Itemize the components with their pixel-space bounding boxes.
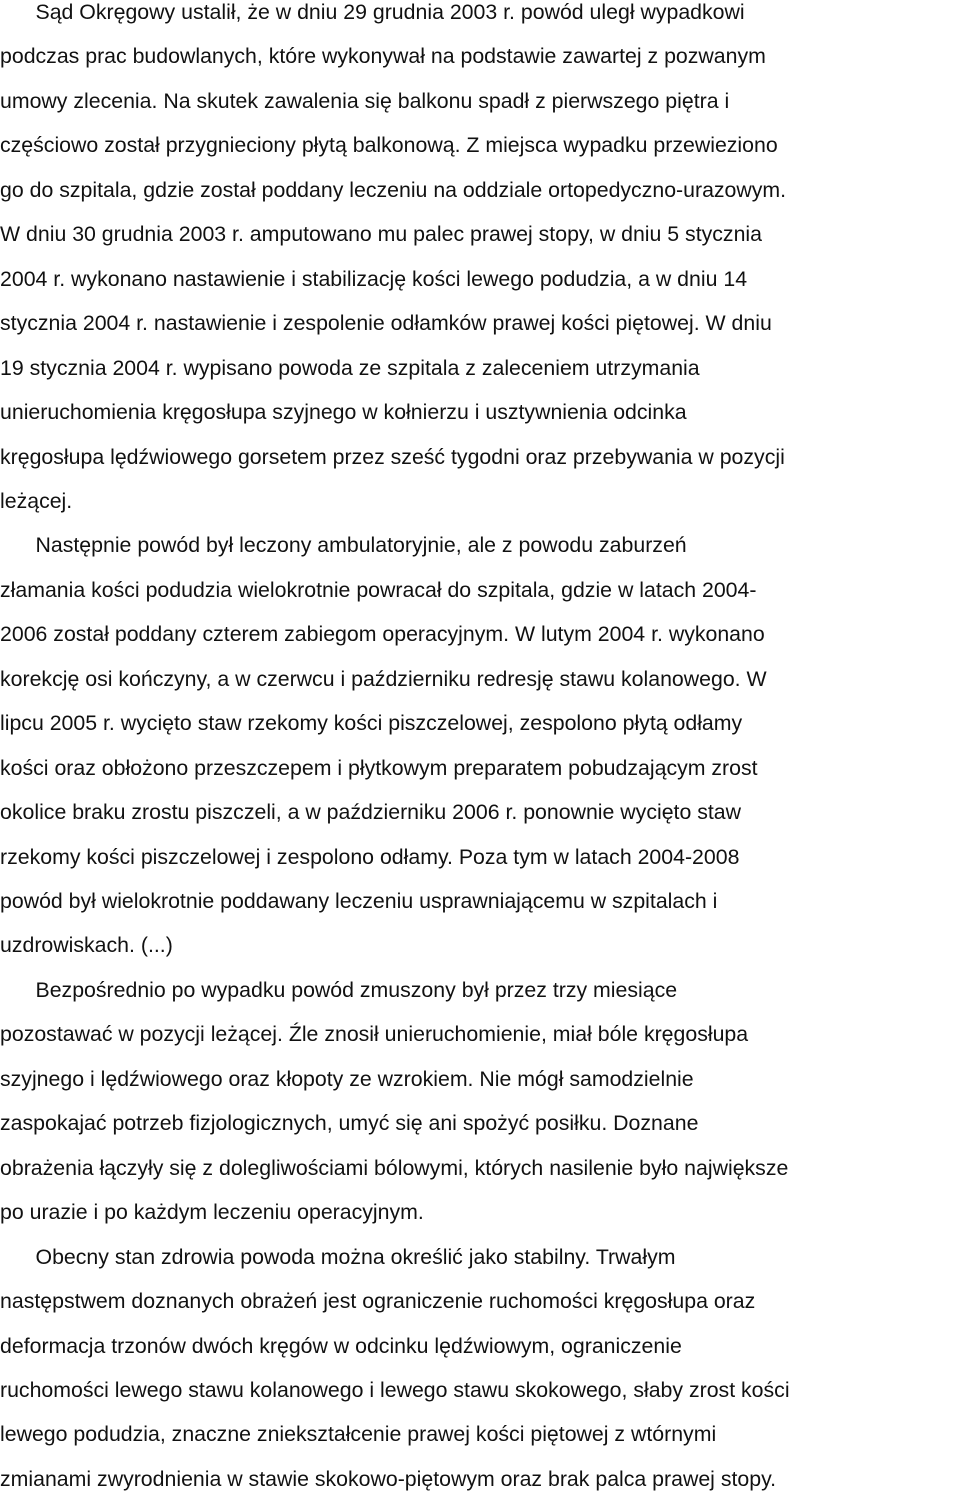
text-line: podczas prac budowlanych, które wykonywał na podstawie zawartej z pozwanym <box>0 44 766 69</box>
text-line: ruchomości lewego stawu kolanowego i lewego stawu skokowego, słaby zrost kości <box>0 1377 790 1402</box>
text-line: następstwem doznanych obrażeń jest ograniczenie ruchomości kręgosłupa oraz <box>0 1289 756 1314</box>
text-line: pozostawać w pozycji leżącej. Źle znosił unieruchomienie, miał bóle kręgosłupa <box>0 1022 749 1047</box>
text-line: Obecny stan zdrowia powoda można określić jako stabilny. Trwałym <box>0 1244 676 1269</box>
text-line: 19 stycznia 2004 r. wypisano powoda ze szpitala z zaleceniem utrzymania <box>0 355 700 380</box>
text-line: uzdrowiskach. (...) <box>0 933 173 958</box>
text-line: zmianami zwyrodnienia w stawie skokowo-piętowym oraz brak palca prawej stopy. <box>0 1466 777 1491</box>
text-line: Sąd Okręgowy ustalił, że w dniu 29 grudnia 2003 r. powód uległ wypadkowi <box>0 0 745 24</box>
text-line: lipcu 2005 r. wycięto staw rzekomy kości piszczelowej, zespolono płytą odłamy <box>0 711 743 736</box>
text-line: kości oraz obłożono przeszczepem i płytkowym preparatem pobudzającym zrost <box>0 755 758 780</box>
text-line: szyjnego i lędźwiowego oraz kłopoty ze wzrokiem. Nie mógł samodzielnie <box>0 1066 694 1091</box>
text-line: lewego podudzia, znaczne zniekształcenie prawej kości piętowej z wtórnymi <box>0 1422 717 1447</box>
text-line: 2006 został poddany czterem zabiegom operacyjnym. W lutym 2004 r. wykonano <box>0 622 765 647</box>
text-line: obrażenia łączyły się z dolegliwościami bólowymi, których nasilenie było największe <box>0 1155 789 1180</box>
text-line: powód był wielokrotnie poddawany leczeniu usprawniającemu w szpitalach i <box>0 889 718 913</box>
text-line: rzekomy kości piszczelowej i zespolono odłamy. Poza tym w latach 2004-2008 <box>0 844 740 869</box>
text-line: 2004 r. wykonano nastawienie i stabilizację kości lewego podudzia, a w dniu 14 <box>0 266 748 291</box>
text-line: deformacja trzonów dwóch kręgów w odcinku lędźwiowym, ograniczenie <box>0 1333 682 1358</box>
text-line: stycznia 2004 r. nastawienie i zespolenie odłamków prawej kości piętowej. W dniu <box>0 311 772 336</box>
text-line: zaspokajać potrzeb fizjologicznych, umyć się ani spożyć posiłku. Doznane <box>0 1111 699 1136</box>
text-line: W dniu 30 grudnia 2003 r. amputowano mu palec prawej stopy, w dniu 5 stycznia <box>0 222 762 247</box>
text-line: go do szpitala, gdzie został poddany leczeniu na oddziale ortopedyczno-urazowym. <box>0 177 787 202</box>
text-line: po urazie i po każdym leczeniu operacyjnym. <box>0 1200 424 1225</box>
text-line: korekcję osi kończyny, a w czerwcu i październiku redresję stawu kolanowego. W <box>0 666 767 691</box>
text-line: złamania kości podudzia wielokrotnie powracał do szpitala, gdzie w latach 2004- <box>0 577 757 602</box>
text-line: leżącej. <box>0 488 73 513</box>
text-line: Następnie powód był leczony ambulatoryjnie, ale z powodu zaburzeń <box>0 533 687 558</box>
text-line: unieruchomienia kręgosłupa szyjnego w kołnierzu i usztywnienia odcinka <box>0 400 687 425</box>
text-line: Bezpośrednio po wypadku powód zmuszony był przez trzy miesiące <box>0 977 678 1002</box>
text-line: umowy zlecenia. Na skutek zawalenia się balkonu spadł z pierwszego piętra i <box>0 88 730 113</box>
text-line: kręgosłupa lędźwiowego gorsetem przez sześć tygodni oraz przebywania w pozycji <box>0 444 785 469</box>
text-line: okolice braku zrostu piszczeli, a w październiku 2006 r. ponownie wycięto staw <box>0 800 742 825</box>
text-line: częściowo został przygnieciony płytą balkonową. Z miejsca wypadku przewieziono <box>0 133 778 158</box>
